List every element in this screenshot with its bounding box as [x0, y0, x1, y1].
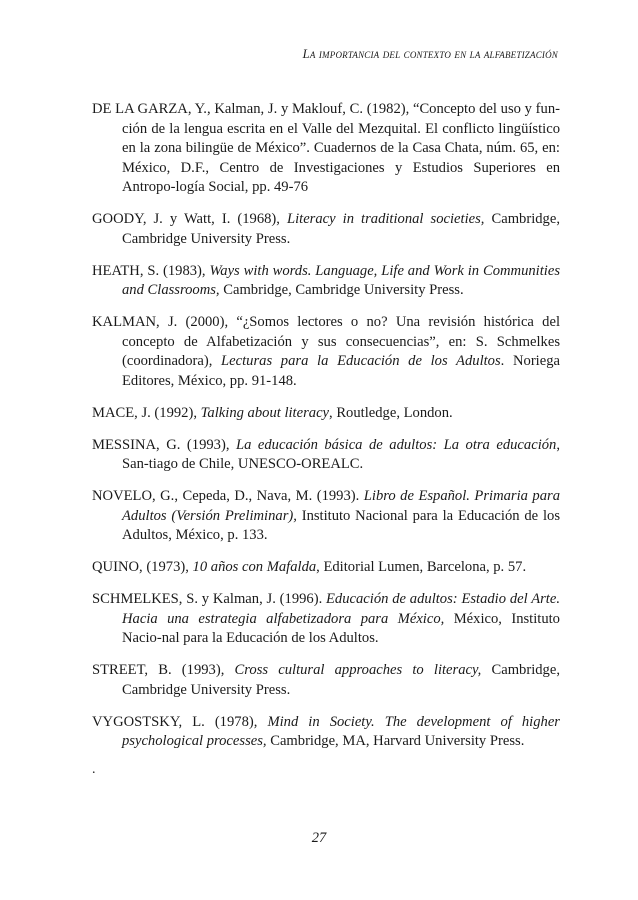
- reference-authors: QUINO, (1973),: [92, 559, 193, 575]
- reference-authors: VYGOSTSKY, L. (1978),: [92, 713, 268, 730]
- reference-item-heath: [92, 262, 560, 301]
- reference-title: Literacy in traditional societies,: [286, 211, 485, 227]
- reference-item-street: [92, 661, 560, 700]
- reference-item-schmelkes: [92, 590, 560, 649]
- reference-publisher: , Routledge, London.: [329, 404, 453, 421]
- stray-period-mark: .: [92, 761, 96, 777]
- reference-publisher: Cambridge, Cambridge University Press.: [219, 282, 464, 298]
- reference-authors: MESSINA, G. (1993),: [92, 436, 236, 453]
- reference-publisher: , San-tiago de Chile, UNESCO-OREALC.: [122, 436, 560, 472]
- reference-title: Talking about literacy: [200, 404, 330, 421]
- reference-authors: KALMAN, J. (2000), “¿Somos lectores o no? Una revisión histórica del concepto de Alfabetización y sus consecuencias”, en: S. Schmelkes (coordinadora),: [92, 314, 560, 369]
- reference-item-goody: [92, 210, 560, 249]
- reference-title: La educación básica de adultos: La otra educación: [235, 436, 557, 453]
- reference-authors: STREET, B. (1993),: [92, 662, 235, 678]
- reference-title: Cross cultural approaches to literacy,: [234, 662, 482, 678]
- reference-title: Lecturas para la Educación de los Adultos: [221, 353, 501, 369]
- reference-publisher: . Noriega Editores, México, pp. 91-148.: [122, 353, 560, 389]
- reference-authors: HEATH, S. (1983),: [92, 262, 210, 279]
- reference-title: 10 años con Mafalda: [192, 559, 317, 575]
- reference-item-vygostsky: [92, 713, 560, 752]
- reference-item-delagarza: [92, 100, 560, 198]
- reference-publisher: , Editorial Lumen, Barcelona, p. 57.: [316, 559, 527, 575]
- reference-title: Mind in Society. The development of higher psychological processes,: [122, 713, 560, 749]
- reference-item-mace: [92, 404, 560, 424]
- reference-item-kalman: [92, 313, 560, 391]
- reference-publisher: Cambridge, MA, Harvard University Press.: [266, 733, 525, 749]
- reference-authors: GOODY, J. y Watt, I. (1968),: [92, 211, 287, 227]
- page-number: 27: [311, 830, 327, 846]
- reference-authors: NOVELO, G., Cepeda, D., Nava, M. (1993).: [92, 488, 364, 504]
- reference-title: Educación de adultos: Estadio del Arte. Hacia una estrategia alfabetizadora para México,: [122, 591, 560, 627]
- running-header: La importancia del contexto en la alfabetización: [302, 47, 558, 61]
- reference-item-messina: [92, 436, 560, 475]
- reference-item-novelo: [92, 487, 560, 546]
- reference-publisher: Cambridge, Cambridge University Press.: [122, 662, 560, 698]
- reference-publisher: Instituto Nacional para la Educación de los Adultos, México, p. 133.: [122, 507, 560, 543]
- reference-authors: SCHMELKES, S. y Kalman, J. (1996).: [92, 591, 327, 607]
- reference-title: Ways with words. Language, Life and Work in Communities and Classrooms,: [122, 262, 560, 298]
- reference-text: DE LA GARZA, Y., Kalman, J. y Maklouf, C. (1982), “Concepto del uso y fun-ción de la lengua escrita en el Valle del Mezquital. El conflicto lingüístico en la zona bilingüe de México”. Cuadernos de la Casa Chata, núm. 65, en: México, D.F., Centro de Investigaciones y Estudios Superiores en Antropo-logía Social, pp. 49-76: [92, 101, 560, 195]
- reference-title: Libro de Español. Primaria para Adultos (Versión Preliminar),: [122, 488, 560, 524]
- reference-publisher: México, Instituto Nacio-nal para la Educación de los Adultos.: [122, 610, 560, 646]
- reference-authors: MACE, J. (1992),: [92, 404, 201, 421]
- reference-item-quino: [92, 558, 560, 578]
- reference-publisher: Cambridge, Cambridge University Press.: [122, 211, 560, 247]
- reference-list: [92, 100, 560, 778]
